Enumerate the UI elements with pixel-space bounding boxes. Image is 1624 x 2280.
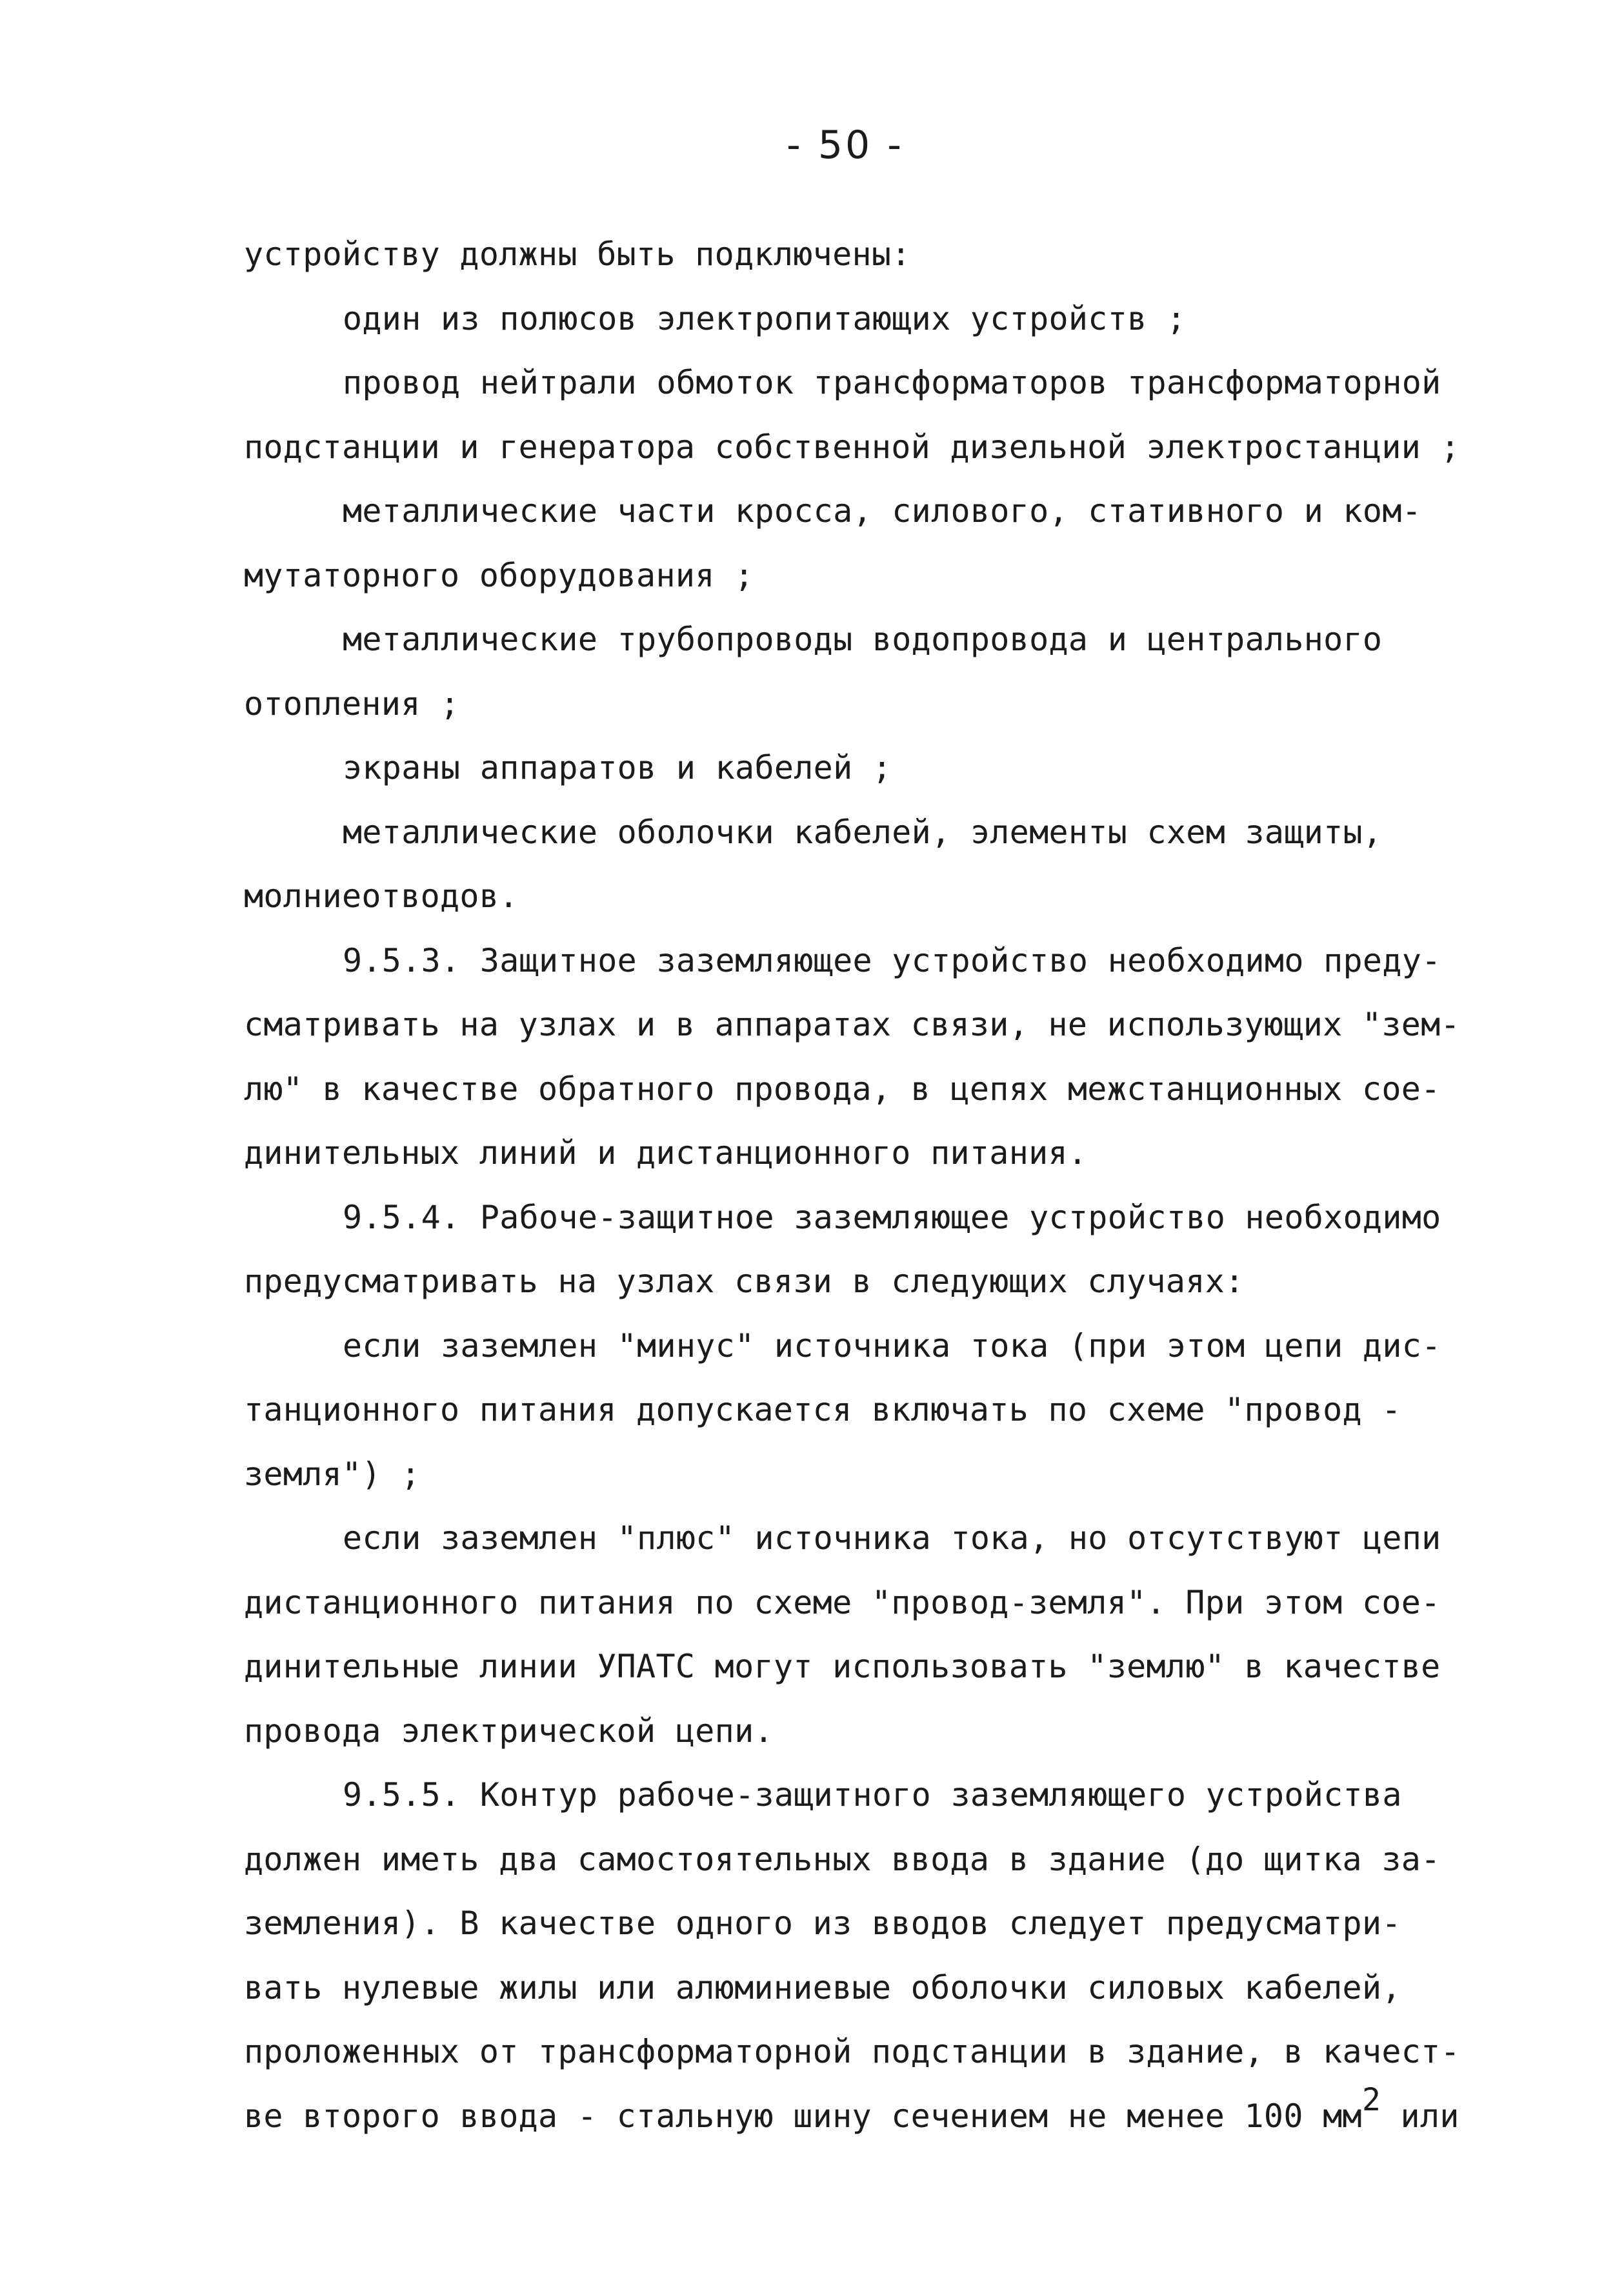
page-number: - 50 - xyxy=(787,123,904,168)
text-line: молниеотводов. xyxy=(244,877,519,915)
text-line: динительных линий и дистанционного питания. xyxy=(244,1134,1088,1172)
text-line: устройству должны быть подключены: xyxy=(244,235,911,273)
text-line: если заземлен "плюс" источника тока, но отсутствуют цепи xyxy=(343,1519,1441,1557)
body-text xyxy=(244,223,1470,2148)
text-line: 9.5.4. Рабоче-защитное заземляющее устройство необходимо xyxy=(343,1198,1441,1236)
text-line: дистанционного питания по схеме "провод-земля". При этом сое- xyxy=(244,1583,1441,1621)
text-line: динительные линии УПАТС могут использовать "землю" в качестве xyxy=(244,1648,1441,1685)
text-line: танционного питания допускается включать по схеме "провод - xyxy=(244,1391,1401,1428)
text-line: подстанции и генератора собственной дизельной электростанции ; xyxy=(244,428,1460,466)
text-line: мутаторного оборудования ; xyxy=(244,556,754,594)
text-line: экраны аппаратов и кабелей ; xyxy=(343,749,892,786)
text-line: металлические оболочки кабелей, элементы схем защиты, xyxy=(343,813,1383,851)
text-line: должен иметь два самостоятельных ввода в здание (до щитка за- xyxy=(244,1840,1441,1878)
text-line: земления). В качестве одного из вводов следует предусматри- xyxy=(244,1905,1401,1942)
text-line: отопления ; xyxy=(244,685,460,723)
text-line-last xyxy=(244,2081,1470,2149)
last-line-after: или xyxy=(1381,2097,1459,2135)
text-line: 9.5.5. Контур рабоче-защитного заземляющего устройства xyxy=(343,1776,1402,1814)
text-line: металлические части кросса, силового, стативного и ком- xyxy=(343,492,1422,530)
text-line: сматривать на узлах и в аппаратах связи, не использующих "зем- xyxy=(244,1006,1460,1043)
text-line: если заземлен "минус" источника тока (при этом цепи дис- xyxy=(343,1326,1441,1365)
text-line: провода электрической цепи. xyxy=(244,1712,774,1750)
text-line: проложенных от трансформаторной подстанции в здание, в качест- xyxy=(244,2033,1460,2070)
text-line: провод нейтрали обмоток трансформаторов трансформаторной xyxy=(343,364,1441,401)
text-line: земля") ; xyxy=(244,1455,421,1493)
last-line-before: ве второго ввода - стальную шину сечением не менее 100 мм xyxy=(244,2097,1362,2135)
text-line: предусматривать на узлах связи в следующих случаях: xyxy=(244,1263,1245,1300)
text-line: вать нулевые жилы или алюминиевые оболочки силовых кабелей, xyxy=(244,1968,1401,2006)
superscript-2: 2 xyxy=(1361,2081,1381,2118)
text-line: 9.5.3. Защитное заземляющее устройство необходимо преду- xyxy=(343,941,1441,979)
text-line: лю" в качестве обратного провода, в цепях межстанционных сое- xyxy=(244,1070,1441,1108)
text-line: металлические трубопроводы водопровода и центрального xyxy=(343,621,1383,658)
text-line: один из полюсов электропитающих устройств ; xyxy=(343,299,1187,337)
